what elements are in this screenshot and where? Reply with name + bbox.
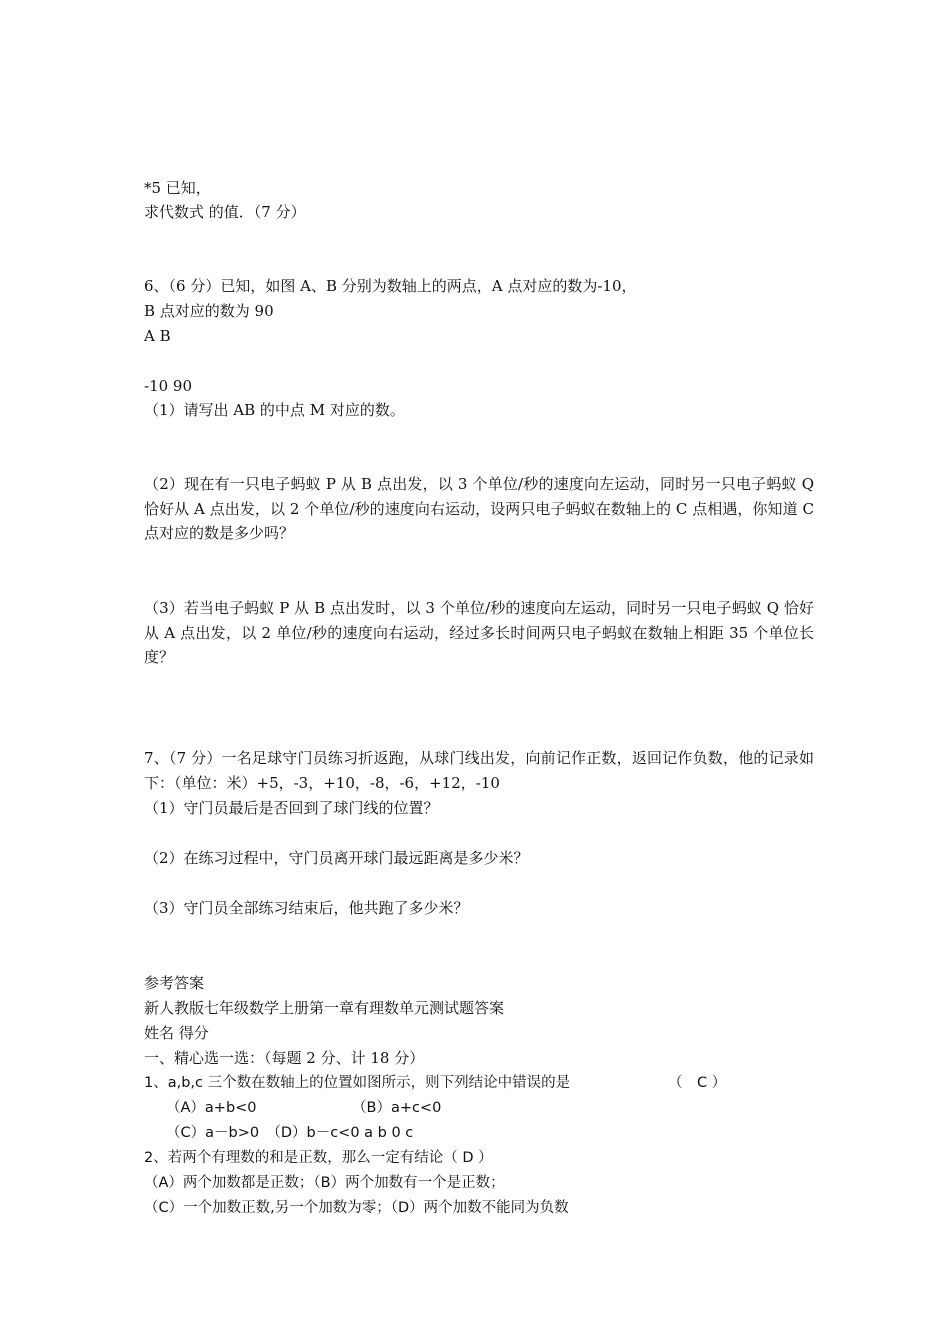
answers-heading: 参考答案 [144,974,205,992]
q6-intro-line1: 6、（6 分）已知，如图 A、B 分别为数轴上的两点，A 点对应的数为-10， [144,277,637,295]
q7-part3: （3）守门员全部练习结束后，他共跑了多少米？ [144,899,469,917]
q7-part1: （1）守门员最后是否回到了球门线的位置？ [144,799,439,817]
answer1-option-b: （B）a+c<0 [352,1100,442,1116]
answer1-option-a: （A）a+b<0 [166,1100,257,1116]
answer2-option-ab: （A）两个加数都是正数；（B）两个加数有一个是正数； [144,1175,505,1191]
q7-part2: （2）在练习过程中，守门员离开球门最远距离是多少米？ [144,849,529,867]
q5-line1: *5 已知， [144,179,211,197]
q6-part1: （1）请写出 AB 的中点 M 对应的数。 [144,401,405,419]
answer1-option-cd: （C）a－b>0 （D）b－c<0 a b 0 c [166,1125,414,1141]
q6-point-labels: A B [144,327,171,345]
answer1-question: 1、a,b,c 三个数在数轴上的位置如图所示，则下列结论中错误的是 [144,1075,571,1091]
answer2-question: 2、若两个有理数的和是正数，那么一定有结论（ D ） [144,1150,493,1166]
answers-title: 新人教版七年级数学上册第一章有理数单元测试题答案 [144,999,505,1017]
q7-intro: 7、（7 分）一名足球守门员练习折返跑，从球门线出发，向前记作正数，返回记作负数，他的记录如下：（单位：米）+5，-3，+10，-8，-6，+12，-10 [144,749,814,792]
q6-part2: （2）现在有一只电子蚂蚁 P 从 B 点出发，以 3 个单位/秒的速度向左运动，同时另一只电子蚂蚁 Q 恰好从 A 点出发，以 2 个单位/秒的速度向右运动，设两只电子蚂蚁在数轴上的 C 点相遇，你知道 C 点对应的数是多少吗？ [144,475,814,542]
answers-section1: 一、精心选一选：（每题 2 分、计 18 分） [144,1049,425,1067]
q5-line2: 求代数式 的值．（7 分） [144,203,306,221]
answers-name-score: 姓名 得分 [144,1024,209,1042]
q6-intro-line2: B 点对应的数为 90 [144,302,274,320]
q6-part3: （3）若当电子蚂蚁 P 从 B 点出发时，以 3 个单位/秒的速度向左运动，同时另一只电子蚂蚁 Q 恰好从 A 点出发，以 2 单位/秒的速度向右运动，经过多长时间两只电子蚂蚁在数轴上相距 35 个单位长度？ [144,599,814,666]
answer1-choice: （ C ） [668,1075,727,1091]
answer2-option-cd: （C）一个加数正数,另一个加数为零；（D）两个加数不能同为负数 [144,1200,569,1216]
q6-number-labels: -10 90 [144,377,193,395]
